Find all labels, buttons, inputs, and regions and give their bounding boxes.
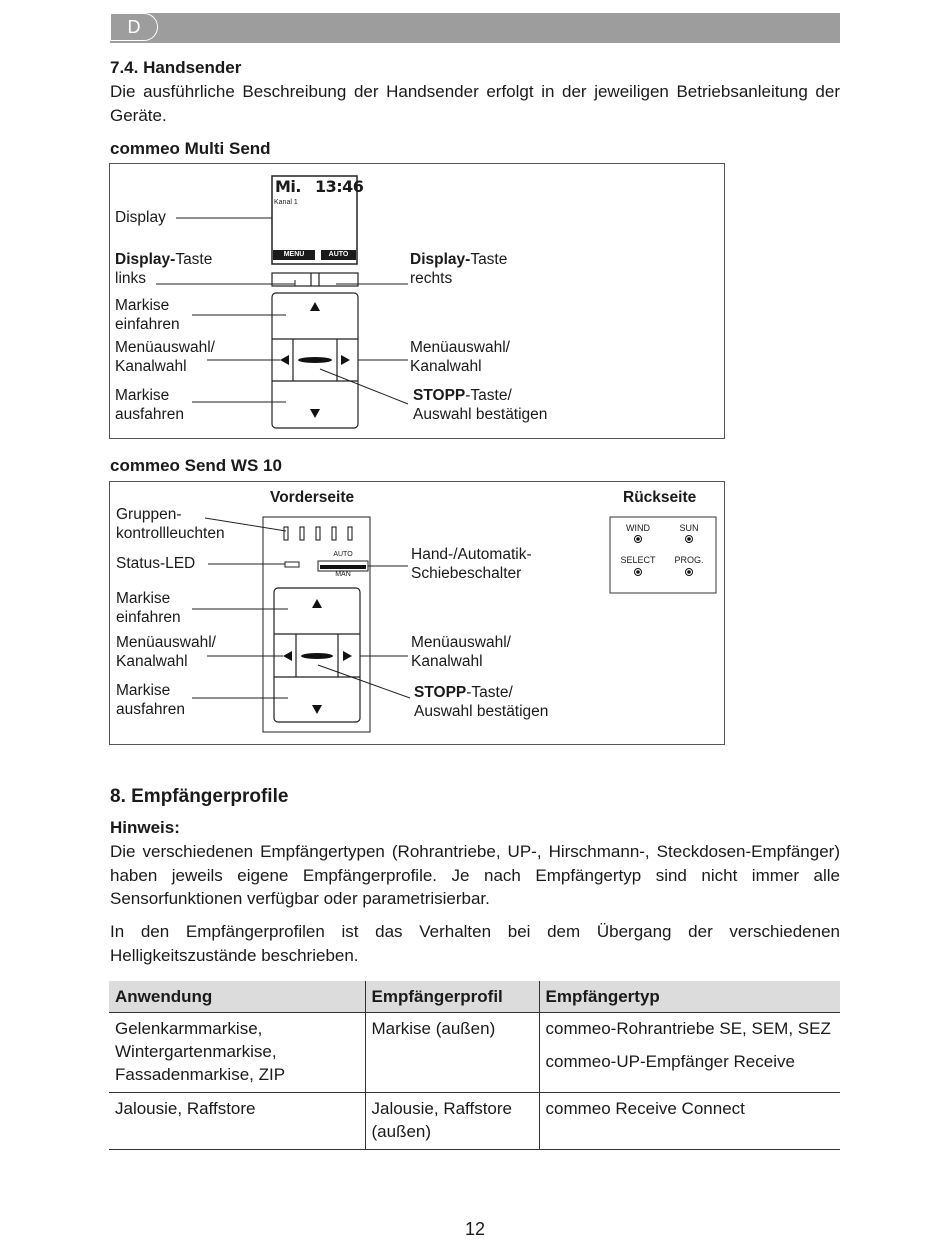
diagram-title: commeo Multi Send	[110, 139, 271, 158]
multi-send-diagram	[109, 163, 725, 439]
language-tab: D	[110, 13, 158, 41]
label-display: Display	[115, 209, 166, 226]
column-header: Empfängertyp	[539, 981, 840, 1013]
back-wind-label: WIND	[626, 523, 650, 533]
note-title: Hinweis:	[110, 818, 180, 837]
diagram-title: commeo Send WS 10	[110, 456, 282, 475]
cell-application: Gelenkarmmarkise, Wintergartenmarkise, Fassadenmarkise, ZIP	[115, 1019, 286, 1084]
stop-bar-icon	[301, 653, 333, 659]
send-ws10-diagram	[109, 481, 725, 745]
table-cell: Jalousie, Raffstore (außen)	[365, 1093, 539, 1150]
back-sun-label: SUN	[679, 523, 699, 533]
label-extend: Markise ausfahren	[116, 682, 185, 718]
softkey-right-label: AUTO	[328, 251, 349, 258]
label-status-led: Status-LED	[116, 555, 196, 572]
label-menu-right: Menüauswahl/ Kanalwahl	[410, 339, 510, 375]
label-retract: Markise einfahren	[116, 590, 181, 626]
back-select-label: SELECT	[620, 555, 656, 565]
back-title: Rückseite	[623, 489, 697, 506]
switch-top-label: AUTO	[333, 551, 353, 558]
label-menu-right: Menüauswahl/ Kanalwahl	[411, 634, 511, 670]
table-cell: Jalousie, Raffstore	[109, 1093, 365, 1150]
screen-time: 13:46	[315, 177, 364, 196]
table-cell: commeo Receive Connect	[539, 1093, 840, 1150]
table-row	[109, 1093, 840, 1150]
label-menu-left: Menüauswahl/ Kanalwahl	[116, 634, 216, 670]
header-bar	[110, 13, 840, 43]
section-heading: 8. Empfängerprofile	[110, 786, 289, 807]
label-slide-switch: Hand-/Automatik- Schiebeschalter	[411, 546, 532, 582]
label-group-leds: Gruppen- kontrollleuchten	[116, 506, 225, 542]
switch-bottom-label: MAN	[335, 571, 351, 578]
column-header: Empfängerprofil	[365, 981, 539, 1013]
section-body: In den Empfängerprofilen ist das Verhalten bei dem Übergang der verschiedenen Helligkeitszustände beschrieben.	[110, 922, 840, 965]
label-retract: Markise einfahren	[115, 297, 180, 333]
back-prog-label: PROG.	[674, 555, 704, 565]
table-row	[109, 1013, 840, 1093]
cell-type-b: commeo-UP-Empfänger Receive	[545, 1052, 795, 1071]
label-menu-left: Menüauswahl/ Kanalwahl	[115, 339, 215, 375]
cell-type-a: commeo-Rohrantriebe SE, SEM, SEZ	[545, 1019, 831, 1038]
receiver-profile-table	[109, 981, 840, 1150]
section-heading: 7.4. Handsender	[110, 58, 242, 77]
label-display-key-right: Display-Taste rechts	[410, 251, 508, 287]
label-stop: STOPP-Taste/ Auswahl bestätigen	[414, 684, 549, 720]
label-extend: Markise ausfahren	[115, 387, 184, 423]
label-display-key-left: Display-Taste links	[115, 251, 213, 287]
table-header-row	[109, 981, 840, 1013]
table-cell: Markise (außen)	[365, 1013, 539, 1093]
note-body: Die verschiedenen Empfängertypen (Rohrantriebe, UP-, Hirschmann-, Steckdosen-Empfänger) haben jeweils eigene Empfängerprofile. Je nach Empfängertyp sind nicht immer alle Sensorfunktionen verfügbar oder parametrisierbar.	[110, 842, 840, 908]
softkey-left-label: MENU	[283, 251, 305, 258]
section-body: Die ausführliche Beschreibung der Handsender erfolgt in der jeweiligen Betriebsanleitung der Geräte.	[110, 82, 840, 125]
column-header: Anwendung	[109, 981, 365, 1013]
screen-channel: Kanal 1	[274, 199, 298, 206]
label-stop: STOPP-Taste/ Auswahl bestätigen	[413, 387, 548, 423]
table-cell	[109, 1013, 365, 1093]
front-title: Vorderseite	[270, 489, 355, 506]
stop-bar-icon	[298, 357, 332, 363]
table-cell	[539, 1013, 840, 1093]
page-number: 12	[464, 1219, 486, 1239]
screen-day: Mi.	[275, 177, 301, 196]
